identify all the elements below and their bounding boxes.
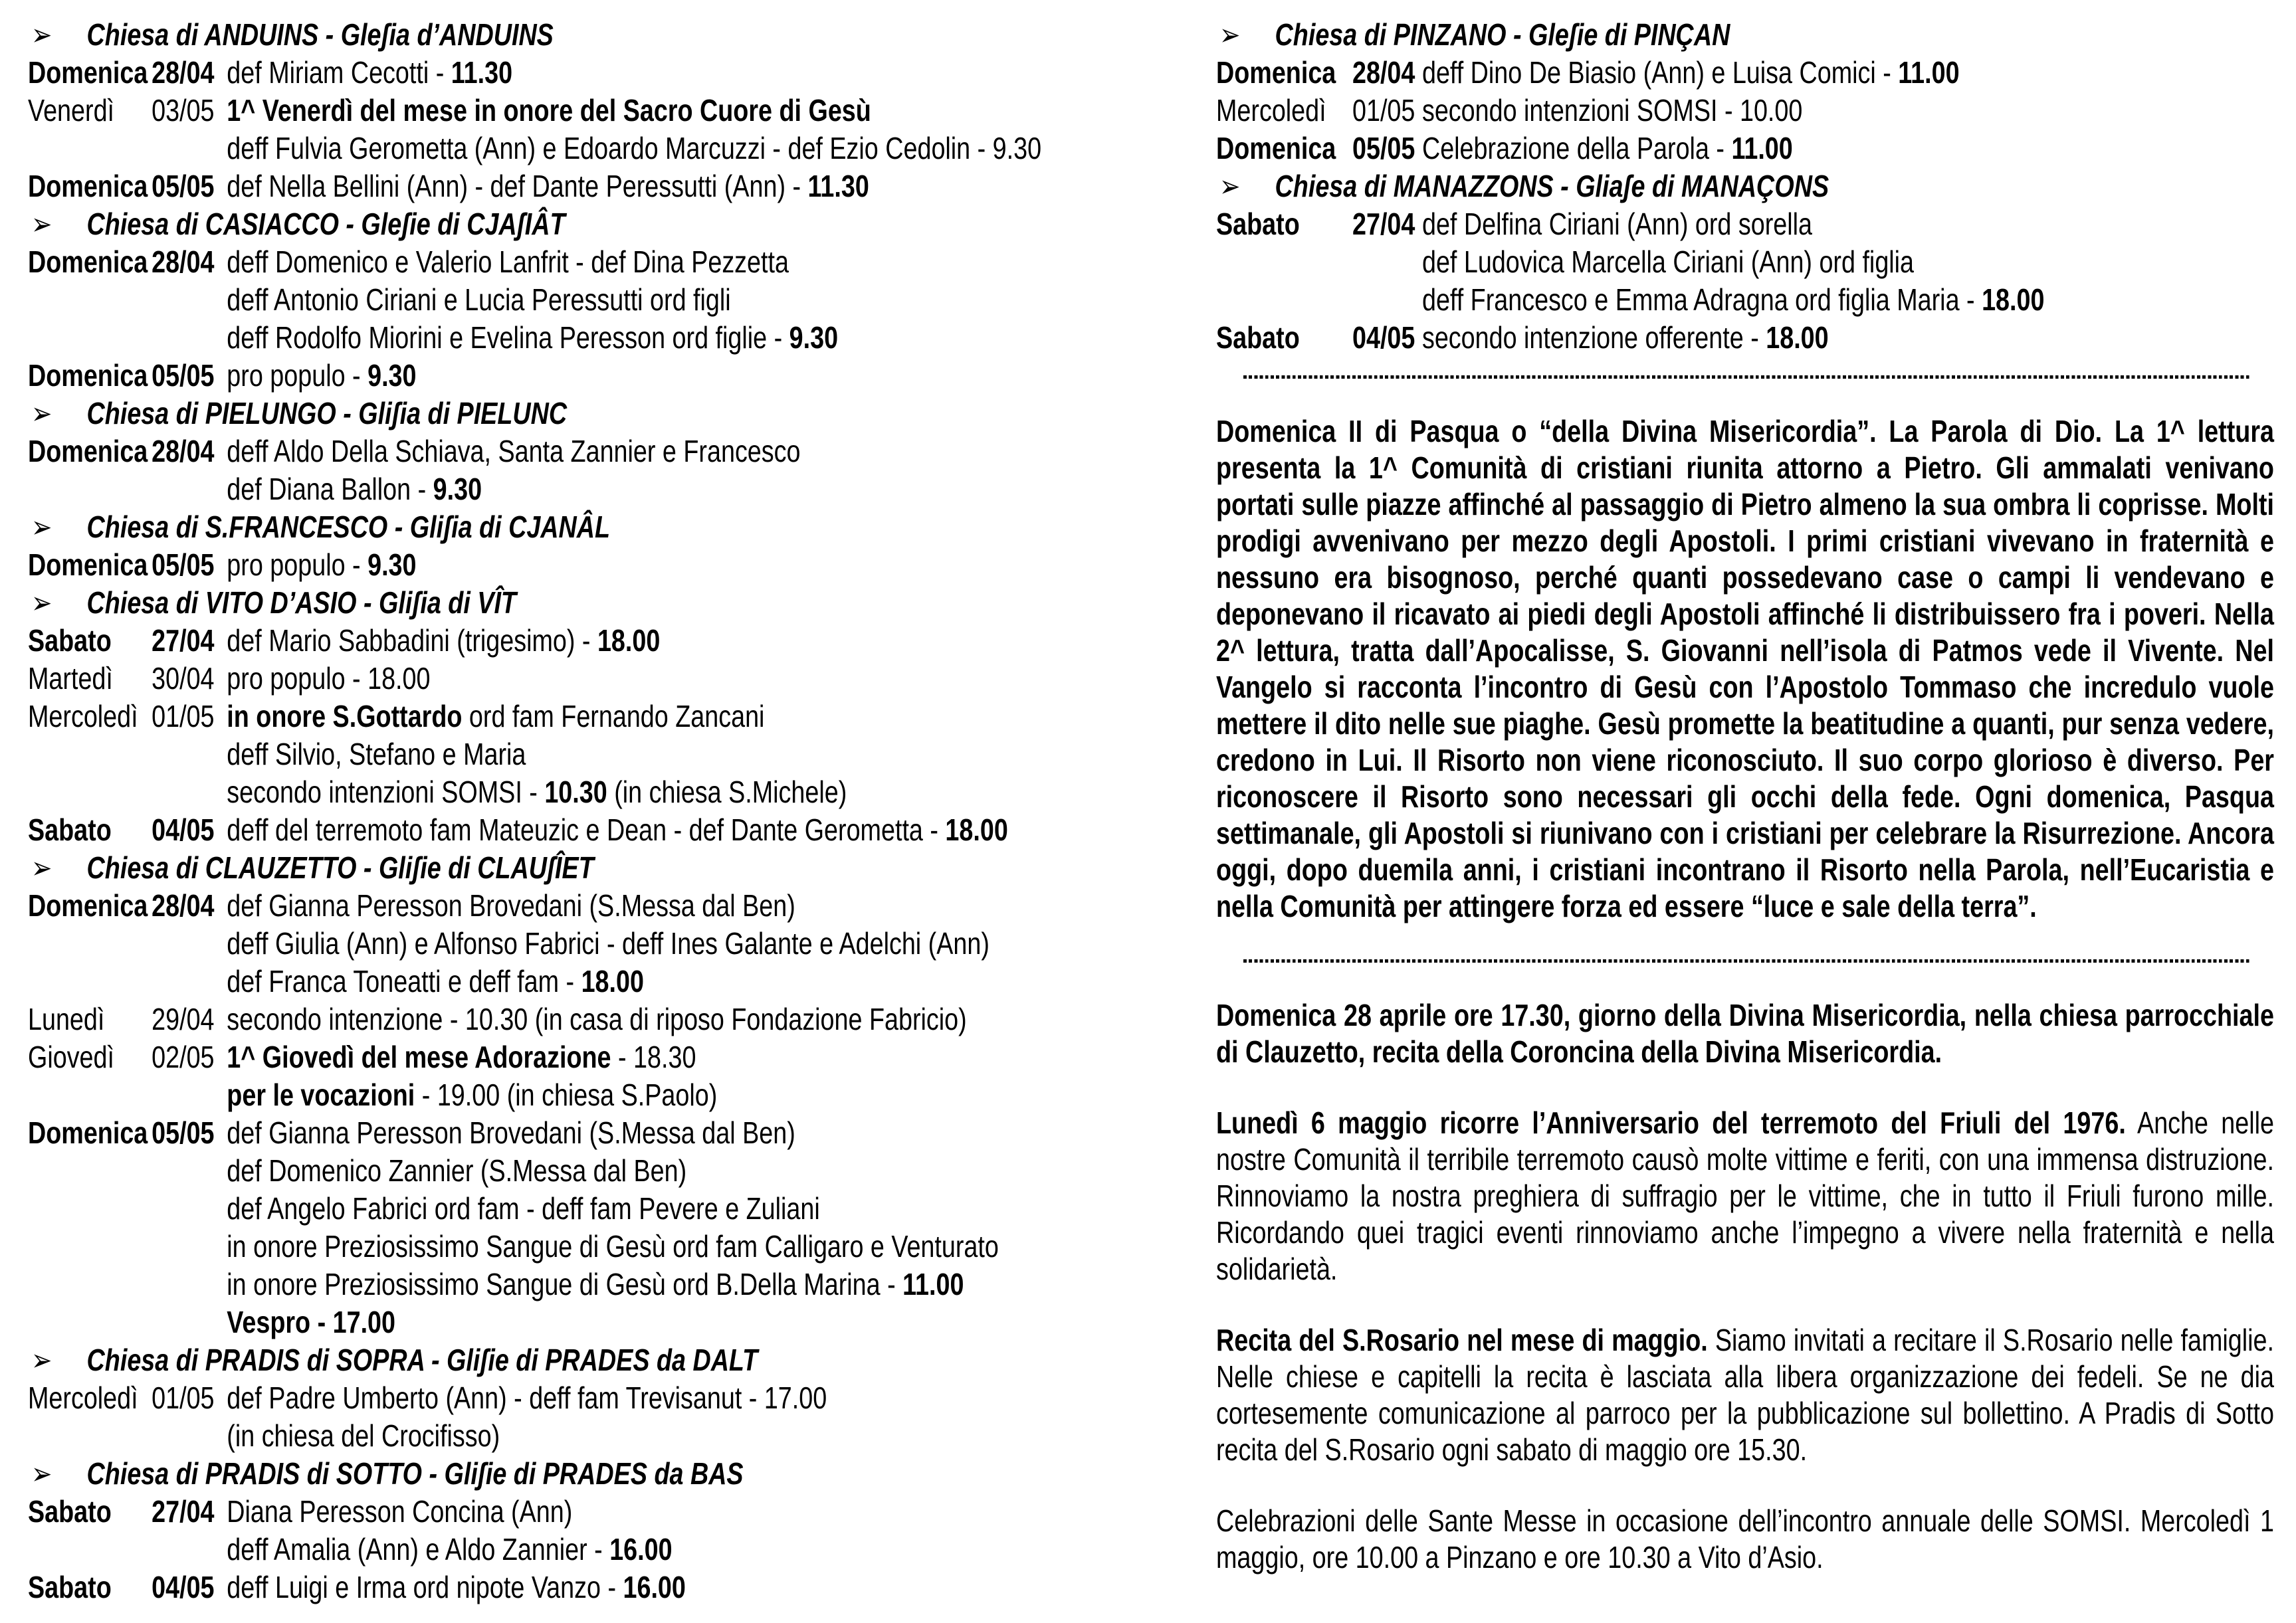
text-segment: Celebrazione della Parola - [1421,131,1732,165]
schedule-row [28,167,1131,205]
text-segment: def Franca Toneatti e deff fam - [227,964,581,999]
schedule-row [28,735,1131,773]
date-cell: 27/04 [152,623,215,658]
description-cell [227,735,1131,773]
description-cell [227,1001,1131,1038]
date-cell [152,319,227,357]
description-cell [227,546,1131,584]
description-cell [227,1076,1131,1114]
description-cell [227,622,1131,660]
description-cell [227,963,1131,1001]
date-cell: 28/04 [152,434,215,468]
church-title: Chiesa di ANDUINS - Gleʃia d’ANDUINS [86,17,554,52]
church-header [1216,167,2274,205]
schedule-row [28,1493,1131,1531]
day-cell: Sabato [1216,320,1300,355]
church-header [28,1455,1131,1493]
date-cell [152,470,227,508]
description-cell [227,1266,1131,1303]
text-segment: deff Domenico e Valerio Lanfrit - def Dina Pezzetta [227,244,789,279]
day-cell [1216,243,1352,281]
schedule-row [1216,243,2274,281]
day-cell: Domenica [1216,131,1336,165]
church-section [28,205,1131,395]
text-segment: def Gianna Peresson Brovedani (S.Messa dal Ben) [227,888,795,923]
date-cell: 04/05 [152,812,215,847]
description-cell [1422,243,2274,281]
arrow-bullet-icon: ➢ [31,17,52,52]
day-cell: Sabato [28,623,112,658]
description-cell [227,1228,1131,1266]
church-section [28,1455,1131,1606]
text-segment: 11.00 [1898,55,1960,90]
date-cell [152,1417,227,1455]
text-segment: ord fam Fernando Zancani [462,699,765,733]
date-cell: 01/05 [152,699,215,733]
text-segment: secondo intenzioni SOMSI - [227,775,545,809]
description-cell [227,1379,1131,1417]
text-segment: 18.00 [1982,282,2045,317]
date-cell: 27/04 [1352,207,1415,241]
description-cell [227,243,1131,281]
church-header [28,395,1131,432]
description-cell [227,1303,1131,1341]
paragraph [1216,997,2274,1070]
schedule-row [1216,92,2274,130]
day-cell: Mercoledì [1216,93,1326,128]
paragraph [1216,1503,2274,1576]
date-cell [152,281,227,319]
day-cell: Domenica [28,358,148,393]
text-segment: 1^ Giovedì del mese Adorazione [227,1040,611,1074]
day-cell [28,1266,152,1303]
day-cell: Sabato [28,812,112,847]
text-segment: 18.00 [581,964,644,999]
day-cell: Sabato [28,1570,112,1604]
text-segment: - 19.00 (in chiesa S.Paolo) [415,1078,718,1112]
date-cell [152,963,227,1001]
day-cell: Giovedì [28,1040,114,1074]
date-cell: 05/05 [1352,131,1415,165]
date-cell: 28/04 [152,244,215,279]
arrow-bullet-icon: ➢ [1219,169,1241,203]
day-cell [28,470,152,508]
text-segment: 11.00 [1731,131,1793,165]
paragraph [1216,1105,2274,1288]
date-cell: 03/05 [152,93,215,128]
text-segment: deff Silvio, Stefano e Maria [227,737,526,771]
church-header [28,584,1131,622]
schedule-row [1216,319,2274,357]
date-cell [152,1303,227,1341]
schedule-row [28,54,1131,92]
church-title: Chiesa di MANAZZONS - Gliaʃe di MANAÇONS [1275,169,1829,203]
church-header [28,16,1131,54]
text-segment: secondo intenzione - 10.30 (in casa di riposo Fondazione Fabricio) [227,1002,967,1036]
schedule-row [28,357,1131,395]
day-cell: Domenica [28,1115,148,1150]
date-cell: 01/05 [152,1381,215,1415]
text-segment: 9.30 [789,320,839,355]
schedule-row [28,1379,1131,1417]
day-cell: Mercoledì [28,1381,138,1415]
text-segment: Vespro - 17.00 [227,1305,396,1339]
schedule-row [1216,281,2274,319]
schedule-row [28,887,1131,925]
date-cell: 05/05 [152,547,215,582]
day-cell [28,925,152,963]
schedule-row [28,432,1131,470]
description-cell [1422,205,2274,243]
date-cell [152,130,227,167]
text-segment: Domenica II di Pasqua o “della Divina Misericordia”. La Parola di Dio. La 1^ lettura presenta la 1^ Comunità di cristiani riunita attorno a Pietro. Gli ammalati venivano portati sulle piazze affinché al passaggio di Pietro almeno la sua ombra li coprisse. Molti prodigi avvenivano per mezzo degli Apostoli. I primi cristiani vivevano in fraternità e nessuno era bisognoso, perché quanti possedevano case o campi li vendevano e deponevano il ricavato ai piedi degli Apostoli affinché li distribuissero fra i poveri. Nella 2^ lettura, tratta dall’Apocalisse, S. Giovanni nell’isola di Patmos vede il Vivente. Nel Vangelo si racconta l’incontro di Gesù con l’Apostolo Tommaso che incredulo vuole mettere il dito nelle sue piaghe. Gesù promette la beatitudine a quanti, pur senza vedere, credono in Lui. Il Risorto non viene riconosciuto. Il suo corpo glorioso è diverso. Per riconoscere il Risorto sono necessari gli occhi della fede. Ogni domenica, Pasqua settimanale, gli Apostoli si riunivano con i cristiani per celebrare la Risurrezione. Ancora oggi, dopo duemila anni, i cristiani incontrano il Risorto nella Parola, nell’Eucaristia e nella Comunità per attingere forza ed essere “luce e sale della terra”. [1216,414,2274,923]
schedule-row [28,1190,1131,1228]
text-segment: deff Rodolfo Miorini e Evelina Peresson ord figlie - [227,320,789,355]
text-segment: Domenica 28 aprile ore 17.30, giorno della Divina Misericordia, nella chiesa parrocchiale di Clauzetto, recita della Coroncina della Divina Misericordia. [1216,998,2274,1069]
date-cell: 05/05 [152,358,215,393]
schedule-row [28,1303,1131,1341]
schedule-row [28,1228,1131,1266]
text-segment: secondo intenzione offerente - [1421,320,1766,355]
text-segment: def Delfina Ciriani (Ann) ord sorella [1421,207,1812,241]
text-segment: def Miriam Cecotti - [227,55,451,90]
text-segment: deff Giulia (Ann) e Alfonso Fabrici - deff Ines Galante e Adelchi (Ann) [227,926,990,961]
day-cell [28,130,152,167]
arrow-bullet-icon: ➢ [31,510,52,544]
text-segment: deff Fulvia Gerometta (Ann) e Edoardo Marcuzzi - def Ezio Cedolin - 9.30 [227,131,1042,165]
description-cell [227,925,1131,963]
schedule-row [28,660,1131,698]
day-cell: Domenica [28,888,148,923]
schedule-row [28,243,1131,281]
church-section [1216,16,2274,167]
description-cell [227,1038,1131,1076]
day-cell: Domenica [28,169,148,203]
schedule-row [28,963,1131,1001]
schedule-row [28,470,1131,508]
description-cell [227,811,1131,849]
text-segment: deff Aldo Della Schiava, Santa Zannier e Francesco [227,434,801,468]
text-segment: 11.00 [902,1267,964,1301]
text-segment: pro populo - [227,547,368,582]
church-section [28,508,1131,584]
schedule-row [28,319,1131,357]
text-segment: 11.30 [807,169,869,203]
arrow-bullet-icon: ➢ [31,585,52,620]
description-cell [1422,319,2274,357]
schedule-row [28,698,1131,735]
schedule-row [28,130,1131,167]
date-cell: 28/04 [152,888,215,923]
text-segment: Celebrazioni delle Sante Messe in occasione dell’incontro annuale delle SOMSI. Mercoledì 1 maggio, ore 10.00 a Pinzano e ore 10.30 a Vito d’Asio. [1216,1503,2274,1575]
text-segment: 16.00 [623,1570,686,1604]
schedule-row [28,1531,1131,1569]
text-segment: deff Antonio Ciriani e Lucia Peressutti ord figli [227,282,731,317]
schedule-row [28,546,1131,584]
description-cell [227,432,1131,470]
text-segment: def Ludovica Marcella Ciriani (Ann) ord figlia [1421,244,1915,279]
date-cell [152,735,227,773]
date-cell [152,925,227,963]
schedule-row [1216,54,2274,92]
date-cell: 04/05 [1352,320,1415,355]
church-header [28,508,1131,546]
arrow-bullet-icon: ➢ [1219,17,1241,52]
text-segment: 18.00 [945,812,1008,847]
description-cell [1422,92,2274,130]
day-cell: Sabato [1216,207,1300,241]
text-segment: in onore Preziosissimo Sangue di Gesù ord fam Calligaro e Venturato [227,1229,999,1264]
left-column-flow [28,16,1131,1606]
church-section [28,395,1131,508]
description-cell [227,281,1131,319]
text-segment: Lunedì 6 maggio ricorre l’Anniversario del terremoto del Friuli del 1976. [1216,1105,2126,1140]
text-segment: Diana Peresson Concina (Ann) [227,1494,573,1529]
church-section [28,16,1131,205]
schedule-row [28,811,1131,849]
church-title: Chiesa di CLAUZETTO - Gliʃie di CLAUʃÎET [86,850,594,885]
date-cell: 01/05 [1352,93,1415,128]
left-column [28,16,1131,1606]
text-segment: 18.00 [597,623,661,658]
text-segment: 9.30 [367,358,417,393]
description-cell [227,887,1131,925]
text-segment: in onore Preziosissimo Sangue di Gesù ord B.Della Marina - [227,1267,903,1301]
schedule-row [28,281,1131,319]
church-header [1216,16,2274,54]
day-cell [28,1076,152,1114]
schedule-row [28,773,1131,811]
church-title: Chiesa di PIELUNGO - Gliʃia di PIELUNC [86,396,568,430]
date-cell: 28/04 [1352,55,1415,90]
description-cell [1422,130,2274,167]
description-cell [227,92,1131,130]
text-segment: in onore S.Gottardo [227,699,463,733]
day-cell: Domenica [28,547,148,582]
text-segment: 16.00 [609,1532,673,1567]
day-cell [28,963,152,1001]
day-cell [28,1228,152,1266]
date-cell [152,1076,227,1114]
arrow-bullet-icon: ➢ [31,1456,52,1491]
date-cell: 05/05 [152,1115,215,1150]
text-segment: def Angelo Fabrici ord fam - deff fam Pevere e Zuliani [227,1191,820,1226]
text-segment: 9.30 [367,547,417,582]
description-cell [227,1114,1131,1152]
day-cell [28,319,152,357]
description-cell [227,54,1131,92]
church-title: Chiesa di PRADIS di SOTTO - Gliʃie di PRADES da BAS [86,1456,744,1491]
date-cell: 29/04 [152,1002,215,1036]
date-cell [1352,281,1422,319]
text-segment: def Nella Bellini (Ann) - def Dante Peressutti (Ann) - [227,169,808,203]
schedule-row [1216,205,2274,243]
church-title: Chiesa di VITO D’ASIO - Gliʃia di VÎT [86,585,516,620]
date-cell: 30/04 [152,661,215,696]
text-segment: 10.30 [544,775,607,809]
text-segment: def Padre Umberto (Ann) - deff fam Trevisanut - 17.00 [227,1381,827,1415]
day-cell: Martedì [28,661,113,696]
church-section [28,584,1131,849]
day-cell: Domenica [1216,55,1336,90]
day-cell: Domenica [28,244,148,279]
schedule-row [28,925,1131,963]
day-cell [28,281,152,319]
text-segment: deff del terremoto fam Mateuzic e Dean - def Dante Gerometta - [227,812,946,847]
day-cell [28,1303,152,1341]
schedule-row [28,1076,1131,1114]
description-cell [227,130,1131,167]
description-cell [227,660,1131,698]
text-segment: - 18.30 [611,1040,696,1074]
description-cell [227,1569,1131,1606]
day-cell [28,1531,152,1569]
day-cell: Domenica [28,55,148,90]
right-column-flow [1216,16,2274,1576]
schedule-row [28,92,1131,130]
text-segment: def Mario Sabbadini (trigesimo) - [227,623,597,658]
text-segment: def Domenico Zannier (S.Messa dal Ben) [227,1153,687,1188]
day-cell [28,735,152,773]
church-title: Chiesa di PINZANO - Gleʃie di PINÇAN [1275,17,1730,52]
paragraph [1216,413,2274,925]
date-cell [152,1228,227,1266]
schedule-row [1216,130,2274,167]
text-segment: deff Dino De Biasio (Ann) e Luisa Comici - [1421,55,1899,90]
description-cell [227,1531,1131,1569]
paragraph [1216,1322,2274,1468]
text-segment: def Diana Ballon - [227,472,433,506]
text-segment: 18.00 [1766,320,1829,355]
text-segment: Recita del S.Rosario nel mese di maggio. [1216,1323,1708,1357]
church-title: Chiesa di S.FRANCESCO - Gliʃia di CJANÂL [86,510,611,544]
text-segment: (in chiesa S.Michele) [607,775,847,809]
church-header [28,849,1131,887]
schedule-row [28,1266,1131,1303]
description-cell [1422,281,2274,319]
schedule-row [28,1569,1131,1606]
schedule-row [28,1152,1131,1190]
day-cell [1216,281,1352,319]
date-cell: 05/05 [152,169,215,203]
church-title: Chiesa di PRADIS di SOPRA - Gliʃie di PRADES da DALT [86,1343,758,1377]
date-cell: 04/05 [152,1570,215,1604]
right-column [1216,16,2274,1610]
day-cell [28,1417,152,1455]
day-cell [28,1190,152,1228]
day-cell: Domenica [28,434,148,468]
text-segment: Siamo invitati a recitare il S.Rosario nelle famiglie. Nelle chiese e capitelli la recita è lasciata alla libera organizzazione dei fedeli. Se ne dia cortesemente comunicazione al parroco per la pubblicazione sul bollettino. A Pradis di Sotto recita del S.Rosario ogni sabato di maggio ore 15.30. [1216,1323,2274,1467]
text-segment: secondo intenzioni SOMSI - 10.00 [1421,93,1803,128]
church-header [28,1341,1131,1379]
arrow-bullet-icon: ➢ [31,207,52,241]
description-cell [227,698,1131,735]
day-cell [28,773,152,811]
day-cell: Venerdì [28,93,115,128]
text-segment: per le vocazioni [227,1078,415,1112]
date-cell: 02/05 [152,1040,215,1074]
date-cell [152,1266,227,1303]
day-cell: Lunedì [28,1002,105,1036]
arrow-bullet-icon: ➢ [31,396,52,430]
day-cell: Sabato [28,1494,112,1529]
church-section [28,849,1131,1341]
text-segment: 11.30 [451,55,513,90]
date-cell: 27/04 [152,1494,215,1529]
date-cell [152,1152,227,1190]
text-segment: deff Amalia (Ann) e Aldo Zannier - [227,1532,610,1567]
date-cell [152,773,227,811]
date-cell [152,1531,227,1569]
text-segment: 1^ Venerdì del mese in onore del Sacro Cuore di Gesù [227,93,871,128]
text-segment: pro populo - [227,358,368,393]
description-cell [227,1493,1131,1531]
schedule-row [28,1417,1131,1455]
date-cell [1352,243,1422,281]
church-header [28,205,1131,243]
church-title: Chiesa di CASIACCO - Gleʃie di CJAʃIÂT [86,207,566,241]
dotted-separator [1243,375,2251,379]
description-cell [227,773,1131,811]
date-cell: 28/04 [152,55,215,90]
text-segment: def Gianna Peresson Brovedani (S.Messa dal Ben) [227,1115,795,1150]
date-cell [152,1190,227,1228]
text-segment: deff Francesco e Emma Adragna ord figlia Maria - [1421,282,1982,317]
text-segment: Anche nelle nostre Comunità il terribile terremoto causò molte vittime e feriti, con una immensa distruzione. Rinnoviamo la nostra preghiera di suffragio per le vittime, che in tutto il Friuli furono mille. Ricordando quei tragici eventi rinnoviamo anche l’impegno a vivere nella fraternità e nella solidarietà. [1216,1105,2274,1286]
description-cell [227,1152,1131,1190]
description-cell [227,167,1131,205]
dotted-separator [1243,959,2251,963]
schedule-row [28,1114,1131,1152]
schedule-row [28,1001,1131,1038]
description-cell [227,319,1131,357]
text-segment: (in chiesa del Crocifisso) [227,1418,500,1453]
arrow-bullet-icon: ➢ [31,1343,52,1377]
description-cell [227,357,1131,395]
text-segment: 9.30 [433,472,482,506]
schedule-row [28,622,1131,660]
day-cell: Mercoledì [28,699,138,733]
church-section [28,1341,1131,1455]
text-segment: pro populo - 18.00 [227,661,431,696]
description-cell [227,1190,1131,1228]
description-cell [227,1417,1131,1455]
text-segment: deff Luigi e Irma ord nipote Vanzo - [227,1570,623,1604]
day-cell [28,1152,152,1190]
arrow-bullet-icon: ➢ [31,850,52,885]
description-cell [227,470,1131,508]
schedule-row [28,1038,1131,1076]
description-cell [1422,54,2274,92]
church-section [1216,167,2274,357]
